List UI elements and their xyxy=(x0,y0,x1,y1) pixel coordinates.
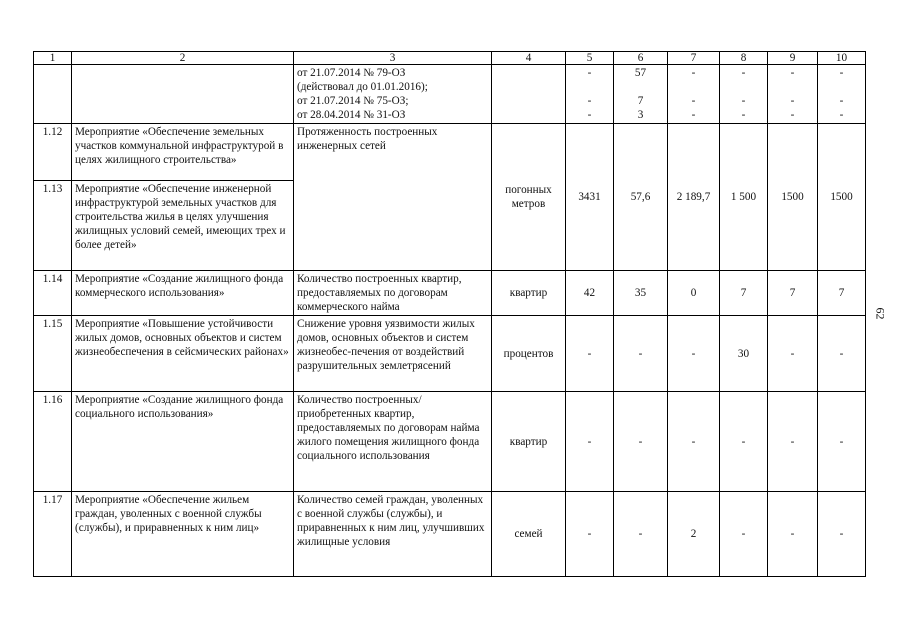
value: - xyxy=(691,67,696,79)
value-cell: 35 xyxy=(614,271,668,316)
value-cell: 30 xyxy=(720,316,768,392)
table-row xyxy=(34,492,866,577)
header-cell: 3 xyxy=(294,52,492,65)
value xyxy=(671,80,716,94)
value xyxy=(569,80,610,94)
table-row xyxy=(34,124,866,181)
value xyxy=(821,80,862,94)
continuation-row xyxy=(34,65,866,124)
indicator-name: Количество построенных/ приобретенных квартир, предоставляемых по договорам найма жилого помещения жилищного фонда социального использования xyxy=(294,392,492,492)
header-row xyxy=(34,52,866,65)
value-cell xyxy=(566,65,614,124)
value-cell: 3431 xyxy=(566,124,614,271)
value-cell: - xyxy=(668,392,720,492)
value-cell: 7 xyxy=(768,271,818,316)
value-cell: 7 xyxy=(720,271,768,316)
value-cell: - xyxy=(818,392,866,492)
empty-cell xyxy=(492,65,566,124)
value: 7 xyxy=(637,95,644,107)
value: - xyxy=(790,95,795,107)
value-cell: - xyxy=(614,392,668,492)
value xyxy=(771,80,814,94)
value-cell: - xyxy=(614,492,668,577)
continuation-line: от 21.07.2014 № 79-ОЗ xyxy=(297,67,406,79)
header-cell: 9 xyxy=(768,52,818,65)
page-number: 62 xyxy=(873,307,888,320)
measure-name: Мероприятие «Обеспечение инженерной инфраструктурой земельных участков для строительства жилья в целях улучшения жилищных условий семей, имеющих трех и более детей» xyxy=(72,181,294,271)
header-cell: 8 xyxy=(720,52,768,65)
unit-cell: квартир xyxy=(492,271,566,316)
header-cell: 6 xyxy=(614,52,668,65)
indicator-name: Снижение уровня уязвимости жилых домов, основных объектов и систем жизнеобес-печения от воздействий разрушительных землетрясений xyxy=(294,316,492,392)
header-cell: 1 xyxy=(34,52,72,65)
value-cell: 2 189,7 xyxy=(668,124,720,271)
value-cell: - xyxy=(818,316,866,392)
empty-cell xyxy=(34,65,72,124)
value-cell: - xyxy=(818,492,866,577)
measure-name: Мероприятие «Обеспечение жильем граждан, уволенных с военной службы (службы), и приравненных к ним лиц» xyxy=(72,492,294,577)
continuation-line: (действовал до 01.01.2016); xyxy=(297,81,428,93)
value-cell xyxy=(768,65,818,124)
value: - xyxy=(741,109,746,121)
value: - xyxy=(741,95,746,107)
indicator-name: Количество построенных квартир, предоставляемых по договорам коммерческого найма xyxy=(294,271,492,316)
value-cell xyxy=(720,65,768,124)
value-cell xyxy=(818,65,866,124)
table-row xyxy=(34,316,866,392)
value: - xyxy=(790,109,795,121)
row-number: 1.15 xyxy=(34,316,72,392)
value-cell: - xyxy=(566,392,614,492)
row-number: 1.13 xyxy=(34,181,72,271)
value: - xyxy=(790,67,795,79)
row-number: 1.14 xyxy=(34,271,72,316)
table-row xyxy=(34,392,866,492)
value: 57 xyxy=(634,67,647,79)
measure-name: Мероприятие «Повышение устойчивости жилых домов, основных объектов и систем жизнеобеспечения в сейсмических районах» xyxy=(72,316,294,392)
value xyxy=(723,80,764,94)
empty-cell xyxy=(72,65,294,124)
value-cell xyxy=(668,65,720,124)
header-cell: 7 xyxy=(668,52,720,65)
value: - xyxy=(587,109,592,121)
value: - xyxy=(839,109,844,121)
header-cell: 10 xyxy=(818,52,866,65)
value-cell: - xyxy=(668,316,720,392)
indicator-name: Количество семей граждан, уволенных с военной службы (службы), и приравненных к ним лиц, улучшивших жилищные условия xyxy=(294,492,492,577)
indicator-name: Протяженность построенных инженерных сетей xyxy=(294,124,492,271)
measure-name: Мероприятие «Обеспечение земельных участков коммунальной инфраструктурой в целях жилищного строительства» xyxy=(72,124,294,181)
row-number: 1.17 xyxy=(34,492,72,577)
continuation-line: от 21.07.2014 № 75-ОЗ; xyxy=(297,95,409,107)
value-cell: 7 xyxy=(818,271,866,316)
value-cell: - xyxy=(768,492,818,577)
header-cell: 4 xyxy=(492,52,566,65)
value: - xyxy=(691,95,696,107)
value-cell: 1 500 xyxy=(720,124,768,271)
value xyxy=(617,80,664,94)
value-cell: 57,6 xyxy=(614,124,668,271)
value-cell: - xyxy=(720,392,768,492)
continuation-indicator xyxy=(294,65,492,124)
value-cell: - xyxy=(614,316,668,392)
indicators-table xyxy=(33,51,866,577)
value-cell: 2 xyxy=(668,492,720,577)
row-number: 1.12 xyxy=(34,124,72,181)
row-number: 1.16 xyxy=(34,392,72,492)
value: - xyxy=(839,67,844,79)
value-cell: 1500 xyxy=(768,124,818,271)
value-cell: 0 xyxy=(668,271,720,316)
value-cell: - xyxy=(768,316,818,392)
value: 3 xyxy=(637,109,644,121)
measure-name: Мероприятие «Создание жилищного фонда коммерческого использования» xyxy=(72,271,294,316)
value-cell xyxy=(614,65,668,124)
value: - xyxy=(587,67,592,79)
continuation-line: от 28.04.2014 № 31-ОЗ xyxy=(297,109,406,121)
unit-cell: процентов xyxy=(492,316,566,392)
unit-cell: погонных метров xyxy=(492,124,566,271)
value-cell: - xyxy=(566,316,614,392)
unit-cell: семей xyxy=(492,492,566,577)
header-cell: 2 xyxy=(72,52,294,65)
header-cell: 5 xyxy=(566,52,614,65)
value-cell: - xyxy=(768,392,818,492)
value: - xyxy=(691,109,696,121)
value-cell: 1500 xyxy=(818,124,866,271)
value: - xyxy=(587,95,592,107)
value: - xyxy=(839,95,844,107)
value-cell: - xyxy=(720,492,768,577)
value: - xyxy=(741,67,746,79)
measure-name: Мероприятие «Создание жилищного фонда социального использования» xyxy=(72,392,294,492)
value-cell: 42 xyxy=(566,271,614,316)
unit-cell: квартир xyxy=(492,392,566,492)
table-row xyxy=(34,271,866,316)
value-cell: - xyxy=(566,492,614,577)
